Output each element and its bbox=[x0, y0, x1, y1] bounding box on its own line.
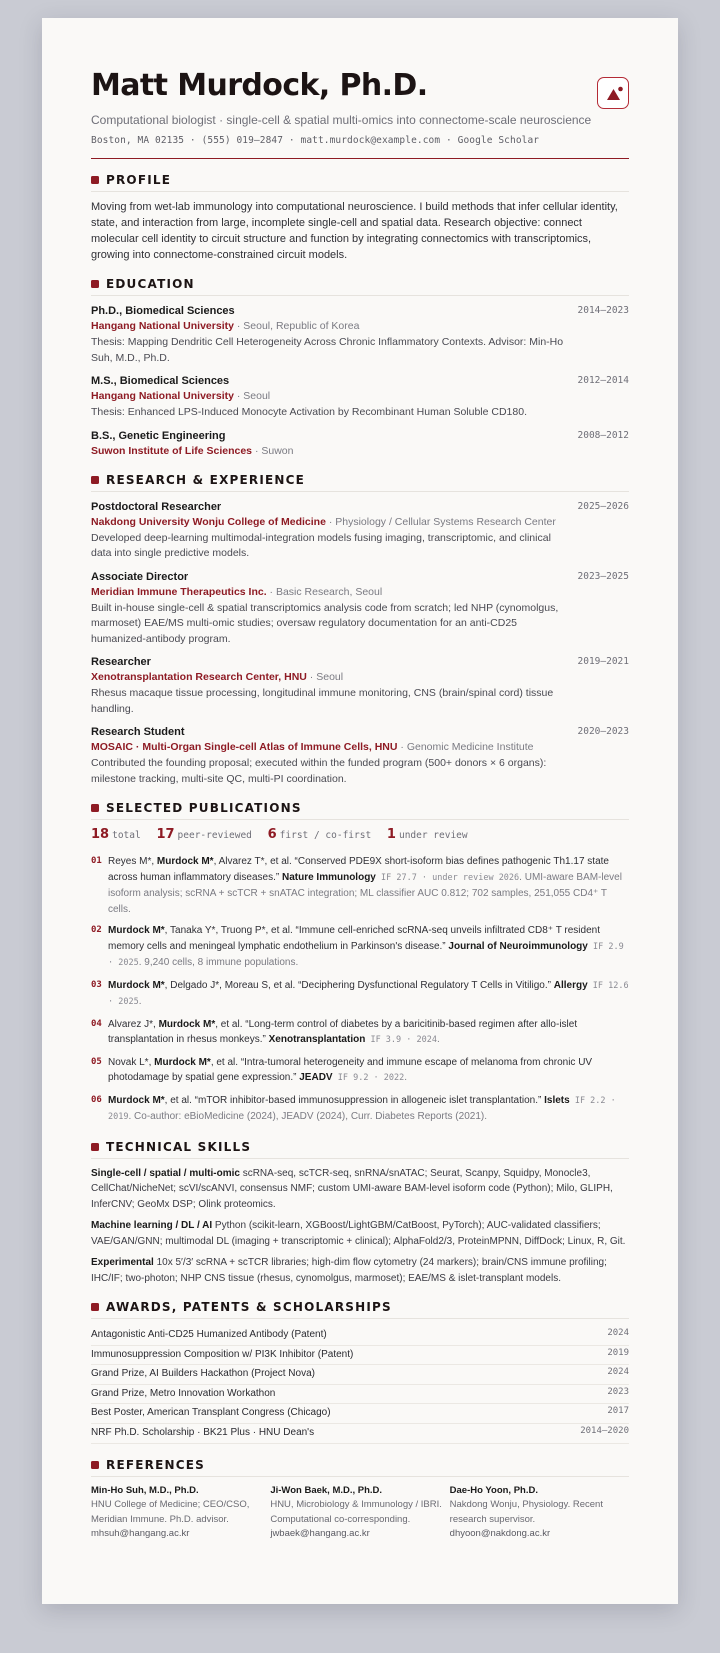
impact-meta: IF 9.2 · 2022 bbox=[332, 1073, 405, 1083]
entry-description: Rhesus macaque tissue processing, longitudinal immune monitoring, CNS (brain/spinal cord) tissue handling. bbox=[91, 687, 554, 715]
section-title: PROFILE bbox=[106, 173, 172, 187]
entry-org bbox=[91, 740, 629, 755]
award-row bbox=[91, 1365, 629, 1385]
stat-label: peer-reviewed bbox=[177, 830, 252, 841]
journal-name: Journal of Neuroimmunology bbox=[448, 940, 588, 952]
section-title: RESEARCH & EXPERIENCE bbox=[106, 472, 306, 487]
experience-entry bbox=[91, 499, 629, 562]
reference-name: Ji-Won Baek, M.D., Ph.D. bbox=[270, 1484, 383, 1496]
publication-number: 03 bbox=[91, 979, 102, 990]
skill-list: Python (scikit-learn, XGBoost/LightGBM/CatBoost, PyTorch); AUC-validated classifiers; VAE/GAN/GNN; multimodal DL (imaging + transcriptomic + clinical); AlphaFold2/3, ProteinMPNN, DiffDock; Linux, R, Git. bbox=[91, 1220, 626, 1247]
section-title: AWARDS, PATENTS & SCHOLARSHIPS bbox=[106, 1300, 392, 1314]
reference-description: HNU College of Medicine; CEO/CSO, Meridian Immune. Ph.D. advisor. bbox=[91, 1499, 250, 1525]
experience-entry bbox=[91, 569, 629, 648]
award-row bbox=[91, 1326, 629, 1346]
award-year: 2014–2020 bbox=[580, 1425, 629, 1436]
publication-citation bbox=[108, 1055, 629, 1087]
publication-number: 01 bbox=[91, 856, 102, 866]
role-title: Postdoctoral Researcher bbox=[91, 500, 222, 513]
publication-citation bbox=[108, 923, 629, 972]
entry-dates: 2025–2026 bbox=[577, 500, 629, 512]
section-bullet-icon bbox=[91, 1461, 99, 1469]
impact-meta: IF 2.9 · 2025 bbox=[108, 941, 624, 968]
entry-description: Built in-house single-cell & spatial transcriptomics analysis code from scratch; led NHP (cynomolgus, marmoset) EAE/MS multi-omic studies; oversaw regulatory documentation for an anti-CD25 humanized-antibody program. bbox=[91, 601, 559, 645]
award-row bbox=[91, 1424, 629, 1444]
publication-item bbox=[91, 1093, 629, 1126]
impact-meta: IF 3.9 · 2024 bbox=[365, 1035, 437, 1045]
publication-note: . Co-author: eBioMedicine (2024), JEADV (2024), Curr. Diabetes Reports (2021). bbox=[128, 1111, 487, 1122]
resume-header bbox=[91, 66, 629, 159]
stat-label: under review bbox=[398, 830, 468, 841]
citation-body: , Delgado J*, Moreau S, et al. “Deciphering Dysfunctional Regulatory T Cells in Vitiligo.” bbox=[164, 979, 554, 991]
section-header bbox=[91, 472, 629, 492]
citation-body: , et al. “Long-term control of diabetes by a baricitinib-based regimen after allo-islet transplantation in rhesus monkeys.” bbox=[108, 1018, 578, 1045]
impact-meta: IF 27.7 · under review 2026 bbox=[375, 872, 520, 883]
authors-before: Reyes M*, bbox=[108, 856, 157, 867]
reference-name: Dae-Ho Yoon, Ph.D. bbox=[449, 1484, 538, 1496]
award-name: Best Poster, American Transplant Congress (Chicago) bbox=[91, 1407, 331, 1419]
publication-item bbox=[91, 1055, 629, 1087]
journal-name: Xenotransplantation bbox=[268, 1034, 366, 1045]
role-title: Researcher bbox=[91, 656, 151, 668]
section-header bbox=[91, 1299, 629, 1319]
references-grid bbox=[91, 1484, 629, 1542]
degree-title: B.S., Genetic Engineering bbox=[91, 429, 226, 442]
stat-number: 18 bbox=[91, 827, 110, 842]
award-year: 2024 bbox=[607, 1328, 629, 1338]
publication-note: . 9,240 cells, 8 immune populations. bbox=[138, 957, 299, 968]
role-title: Associate Director bbox=[91, 570, 189, 583]
education-entry bbox=[91, 428, 629, 459]
entry-dates: 2012–2014 bbox=[577, 375, 629, 386]
skills-section bbox=[91, 1139, 629, 1287]
skill-group bbox=[91, 1255, 629, 1286]
section-bullet-icon bbox=[91, 804, 99, 812]
publication-stats bbox=[91, 827, 629, 844]
references-section bbox=[91, 1457, 629, 1542]
education-entry bbox=[91, 373, 629, 421]
self-author: Murdock M* bbox=[108, 979, 165, 991]
education-entry bbox=[91, 303, 629, 366]
degree-title: M.S., Biomedical Sciences bbox=[91, 375, 230, 387]
publication-note: . bbox=[436, 1034, 440, 1045]
org-location: · Seoul bbox=[233, 390, 271, 402]
citation-body: , et al. “mTOR inhibitor-based immunosuppression in allogeneic islet transplantation.” bbox=[164, 1094, 545, 1106]
self-author: Murdock M* bbox=[154, 1056, 211, 1068]
publications-section bbox=[91, 800, 629, 1126]
org-name: Suwon Institute of Life Sciences bbox=[91, 444, 253, 457]
publication-item bbox=[91, 978, 629, 1011]
entry-description: Developed deep-learning multimodal-integration models fusing imaging, transcriptomic, and clinical data into single predictive models. bbox=[91, 531, 551, 559]
publication-citation bbox=[108, 978, 629, 1011]
publication-item bbox=[91, 1017, 629, 1049]
awards-section bbox=[91, 1299, 629, 1444]
journal-name: JEADV bbox=[299, 1072, 333, 1083]
section-header bbox=[91, 800, 629, 820]
section-bullet-icon bbox=[91, 476, 99, 484]
publication-citation bbox=[108, 1017, 629, 1049]
skill-group bbox=[91, 1166, 629, 1213]
entry-org bbox=[91, 444, 629, 459]
reference-description: HNU, Microbiology & Immunology / IBRI. Computational co-corresponding. bbox=[270, 1499, 442, 1525]
org-location: · Seoul, Republic of Korea bbox=[233, 320, 360, 332]
citation-body: , Alvarez T*, et al. “Conserved PDE9X short-isoform bias defines pathogenic Th1.17 state across human inflammatory diseases.” bbox=[108, 856, 609, 883]
org-location: · Suwon bbox=[252, 444, 294, 457]
award-name: Grand Prize, AI Builders Hackathon (Project Nova) bbox=[91, 1368, 315, 1380]
org-location: · Basic Research, Seoul bbox=[266, 585, 383, 598]
award-year: 2024 bbox=[607, 1367, 629, 1378]
role-title: Research Student bbox=[91, 726, 185, 738]
reference-email[interactable]: jwbaek@hangang.ac.kr bbox=[270, 1528, 370, 1540]
section-title: TECHNICAL SKILLS bbox=[106, 1139, 252, 1154]
org-name: MOSAIC · Multi-Organ Single-cell Atlas of Immune Cells, HNU bbox=[91, 741, 398, 753]
org-name: Nakdong University Wonju College of Medicine bbox=[91, 515, 326, 528]
authors-before: Novak L*, bbox=[108, 1056, 155, 1068]
skill-heading: Experimental bbox=[91, 1257, 154, 1268]
reference-email[interactable]: mhsuh@hangang.ac.kr bbox=[91, 1528, 190, 1540]
reference-email[interactable]: dhyoon@nakdong.ac.kr bbox=[449, 1528, 551, 1540]
publication-note: . bbox=[138, 996, 142, 1007]
education-section bbox=[91, 276, 629, 459]
experience-section bbox=[91, 472, 629, 788]
publication-citation bbox=[108, 854, 629, 917]
section-title: REFERENCES bbox=[106, 1457, 205, 1472]
contact-line: Boston, MA 02135 · (555) 019–2847 · matt.murdock@example.com · Google Scholar bbox=[91, 135, 540, 146]
publication-item bbox=[91, 854, 629, 917]
entry-description: Thesis: Enhanced LPS-Induced Monocyte Activation by Recombinant Human Soluble CD180. bbox=[91, 406, 527, 418]
impact-meta: IF 12.6 · 2025 bbox=[108, 980, 629, 1007]
entry-org bbox=[91, 585, 629, 600]
award-name: Immunosuppression Composition w/ PI3K Inhibitor (Patent) bbox=[91, 1348, 354, 1360]
entry-description: Thesis: Mapping Dendritic Cell Heterogeneity Across Chronic Inflammatory Contexts. Advisor: Min-Ho Suh, M.D., Ph.D. bbox=[91, 336, 564, 364]
self-author: Murdock M* bbox=[108, 925, 165, 936]
section-header bbox=[91, 1139, 629, 1159]
resume-page bbox=[42, 18, 678, 1604]
entry-org bbox=[91, 670, 629, 685]
section-bullet-icon bbox=[91, 176, 99, 184]
profile-text: Moving from wet-lab immunology into computational neuroscience. I build methods that infer cellular identity, state, and interaction from large, incomplete single-cell and spatial data. Research objective: connect molecular cell identity to circuit structure and function by integrating connectomics with transcriptomics, growing into connectome-constrained circuit models. bbox=[91, 201, 618, 261]
authors-before: Alvarez J*, bbox=[108, 1018, 159, 1030]
org-name: Meridian Immune Therapeutics Inc. bbox=[91, 585, 267, 598]
entry-description: Contributed the founding proposal; executed within the funded program (500+ donors × 6 organs): milestone tracking, multi-site QC, multi-PI coordination. bbox=[91, 757, 547, 785]
skill-list: scRNA-seq, scTCR-seq, snRNA/snATAC; Seurat, Scanpy, Squidpy, Monocle3, CellChat/NicheNet; scVI/scANVI, consensus NMF; custom UMI-aware BAM-level isoform code (Python); Milo, GLIPH, InferCNV; GeoMx DSP; Olink proteomics. bbox=[91, 1167, 613, 1210]
award-year: 2019 bbox=[607, 1347, 629, 1358]
section-bullet-icon bbox=[91, 280, 99, 288]
impact-meta: IF 2.2 · 2019 bbox=[108, 1095, 616, 1122]
section-header bbox=[91, 1457, 629, 1477]
skill-heading: Single-cell / spatial / multi-omic bbox=[91, 1167, 240, 1179]
section-bullet-icon bbox=[91, 1303, 99, 1311]
degree-title: Ph.D., Biomedical Sciences bbox=[91, 305, 235, 317]
org-location: · Physiology / Cellular Systems Research Center bbox=[325, 515, 556, 528]
entry-dates: 2014–2023 bbox=[577, 305, 629, 316]
publication-number: 04 bbox=[91, 1018, 102, 1029]
tagline: Computational biologist · single-cell & spatial multi-omics into connectome-scale neuroscience bbox=[91, 113, 592, 127]
reference-card bbox=[91, 1484, 270, 1542]
publication-note: . bbox=[404, 1072, 408, 1083]
reference-card bbox=[270, 1484, 449, 1542]
journal-name: Nature Immunology bbox=[281, 871, 376, 883]
entry-dates: 2008–2012 bbox=[577, 429, 629, 441]
entry-org bbox=[91, 515, 629, 530]
award-row bbox=[91, 1385, 629, 1405]
self-author: Murdock M* bbox=[108, 1094, 165, 1106]
stat-label: first / co-first bbox=[279, 830, 372, 841]
experience-entry bbox=[91, 654, 629, 717]
org-location: · Genomic Medicine Institute bbox=[397, 741, 534, 753]
citation-body: , et al. “Intra-tumoral heterogeneity and immune escape of melanoma from chronic UV photodamage by spatial gene expression.” bbox=[108, 1056, 593, 1083]
reference-card bbox=[450, 1484, 629, 1542]
stat-number: 1 bbox=[386, 827, 396, 842]
section-header bbox=[91, 172, 629, 192]
mountain-sun-icon bbox=[597, 77, 629, 109]
skill-group bbox=[91, 1218, 629, 1249]
self-author: Murdock M* bbox=[158, 1018, 216, 1030]
org-name: Hangang National University bbox=[91, 390, 234, 402]
citation-body: , Tanaka Y*, Truong P*, et al. “Immune cell-enriched scRNA-seq unveils infiltrated CD8⁺ T resident memory cells and meningeal lymphatic endothelium in Parkinson's disease.” bbox=[108, 925, 600, 952]
skill-list: 10x 5′/3′ scRNA + scTCR libraries; high-dim flow cytometry (24 markers); brain/CNS immune profiling; IHC/IF; two-photon; NHP CNS tissue (rhesus, cynomolgus, marmoset); EAE/MS & islet-transplant models. bbox=[91, 1257, 607, 1284]
award-year: 2017 bbox=[607, 1406, 629, 1417]
org-location: · Seoul bbox=[306, 671, 344, 683]
profile-section bbox=[91, 172, 629, 263]
journal-name: Allergy bbox=[553, 979, 588, 991]
section-bullet-icon bbox=[91, 1143, 99, 1151]
section-title: EDUCATION bbox=[106, 277, 195, 291]
stat-label: total bbox=[112, 830, 141, 841]
publication-citation bbox=[108, 1093, 629, 1126]
stat-number: 17 bbox=[156, 827, 175, 842]
publication-number: 02 bbox=[91, 925, 102, 935]
award-row bbox=[91, 1404, 629, 1424]
reference-name: Min-Ho Suh, M.D., Ph.D. bbox=[91, 1484, 199, 1496]
skill-heading: Machine learning / DL / AI bbox=[91, 1220, 213, 1231]
award-name: NRF Ph.D. Scholarship · BK21 Plus · HNU Dean's bbox=[91, 1426, 315, 1438]
publication-number: 05 bbox=[91, 1056, 102, 1067]
stat-number: 6 bbox=[267, 827, 277, 842]
award-row bbox=[91, 1346, 629, 1366]
experience-entry bbox=[91, 724, 629, 787]
self-author: Murdock M* bbox=[156, 856, 214, 867]
org-name: Hangang National University bbox=[91, 320, 234, 332]
entry-dates: 2020–2023 bbox=[577, 726, 629, 737]
org-name: Xenotransplantation Research Center, HNU bbox=[91, 671, 307, 683]
award-name: Antagonistic Anti-CD25 Humanized Antibody (Patent) bbox=[91, 1329, 327, 1340]
person-name: Matt Murdock, Ph.D. bbox=[91, 68, 428, 103]
section-header bbox=[91, 276, 629, 296]
entry-dates: 2023–2025 bbox=[577, 570, 629, 582]
section-title: SELECTED PUBLICATIONS bbox=[106, 801, 302, 815]
entry-dates: 2019–2021 bbox=[577, 656, 629, 667]
publication-number: 06 bbox=[91, 1094, 102, 1105]
award-name: Grand Prize, Metro Innovation Workathon bbox=[91, 1387, 276, 1399]
journal-name: Islets bbox=[544, 1094, 570, 1106]
entry-org bbox=[91, 389, 629, 404]
award-year: 2023 bbox=[607, 1386, 629, 1397]
entry-org bbox=[91, 319, 629, 334]
publication-note: . UMI-aware BAM-level isoform analysis; scRNA + scTCR + snATAC integration; ML classifier AUC 0.812; 702 samples, 251,055 CD4⁺ T cells. bbox=[108, 871, 622, 915]
publication-item bbox=[91, 923, 629, 972]
reference-description: Nakdong Wonju, Physiology. Recent research supervisor. bbox=[449, 1499, 603, 1525]
